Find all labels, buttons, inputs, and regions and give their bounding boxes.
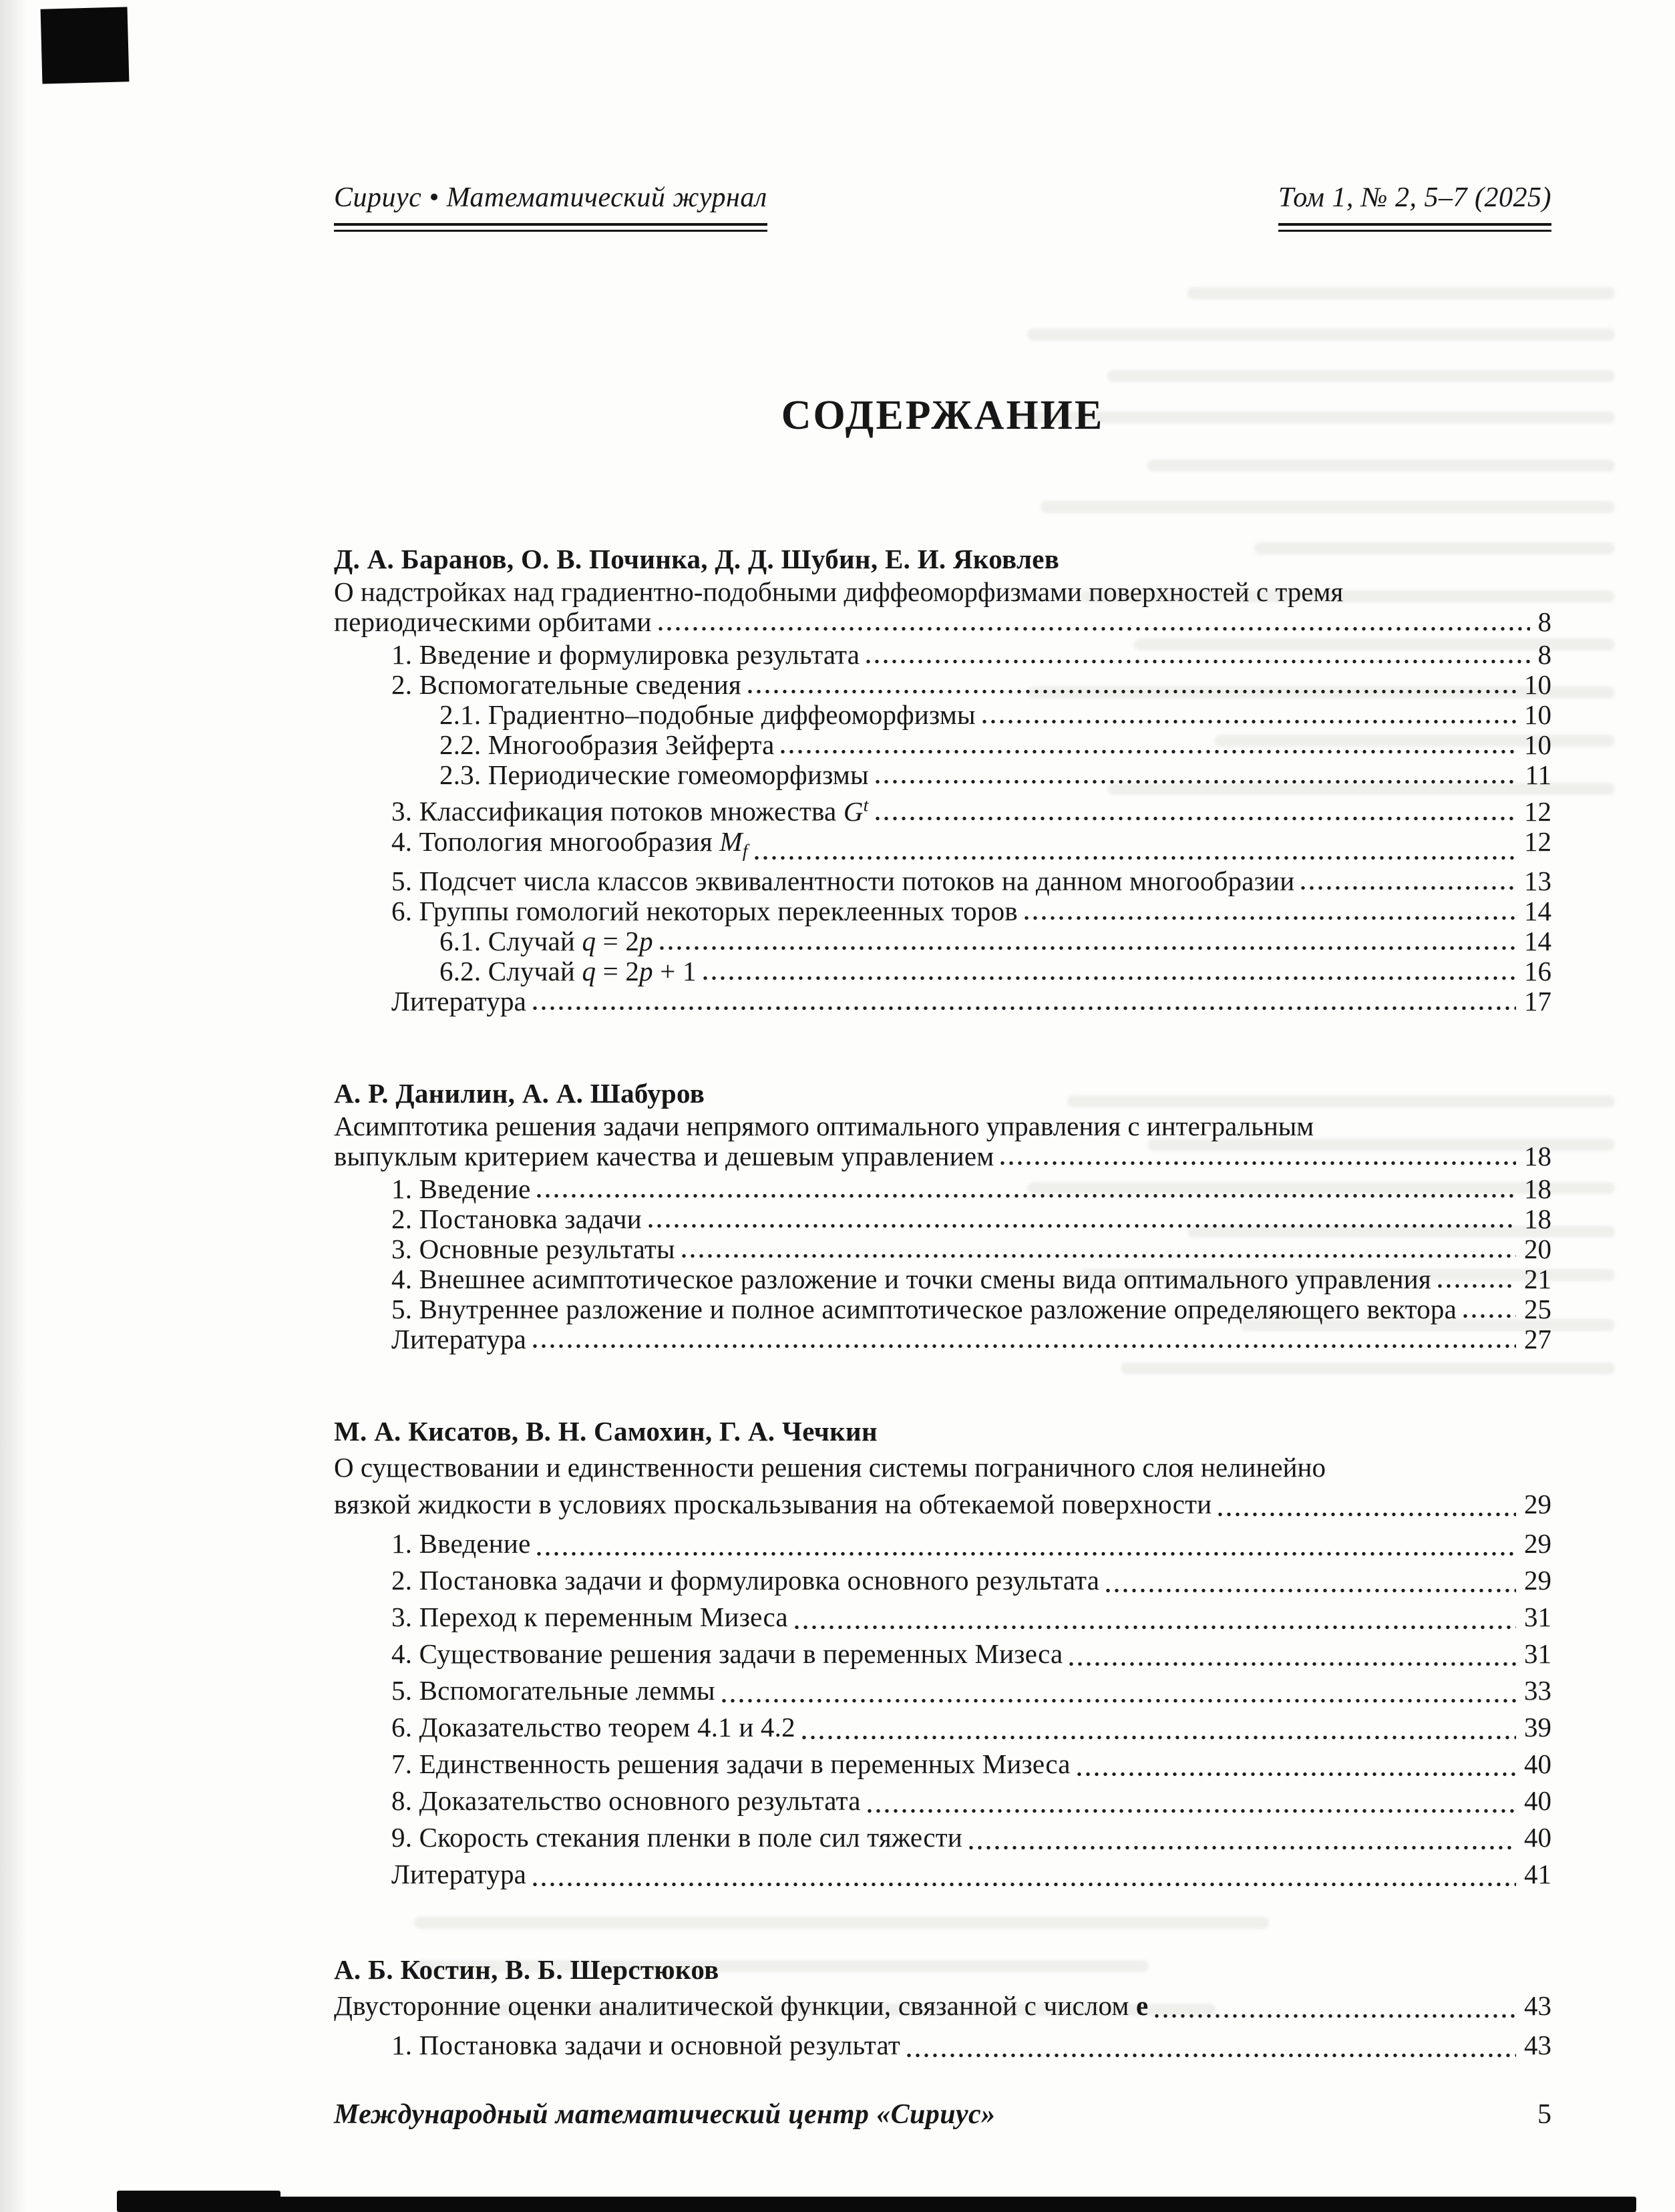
article-title-line: Асимптотика решения задачи непрямого оптимального управления с интегральным <box>334 1110 1314 1141</box>
page-content <box>334 0 1551 2064</box>
page-number: 43 <box>1524 2029 1551 2060</box>
toc-section-row <box>334 1856 1551 1893</box>
entry-text: 3. Классификация потоков множества $G^t$ <box>391 795 869 827</box>
entry-text: 6. Группы гомологий некоторых переклеенных торов <box>391 895 1018 926</box>
dot-leader <box>868 1783 1516 1819</box>
dot-leader <box>781 730 1516 760</box>
toc-section-row <box>334 896 1551 926</box>
page-number: 10 <box>1524 669 1551 700</box>
toc-section-row <box>334 760 1551 790</box>
toc-section-row <box>334 827 1551 866</box>
entry-text: 2. Вспомогательные сведения <box>391 669 741 700</box>
entry-text: вязкой жидкости в условиях проскальзывания на обтекаемой поверхности <box>334 1488 1212 1519</box>
dot-leader <box>682 1234 1516 1264</box>
toc-section-row <box>334 1746 1551 1783</box>
page-number: 10 <box>1524 729 1551 760</box>
dot-leader <box>1301 866 1516 896</box>
article-sections <box>334 1525 1551 1893</box>
toc-section-row <box>334 700 1551 730</box>
entry-text: 5. Внутреннее разложение и полное асимптотическое разложение определяющего вектора <box>391 1293 1457 1324</box>
toc-section-row <box>334 1264 1551 1294</box>
toc-section-row <box>334 790 1551 827</box>
article-authors: А. Б. Костин, В. Б. Шерстюков <box>334 1954 719 1985</box>
page-number: 33 <box>1524 1674 1551 1706</box>
dot-leader <box>533 986 1516 1017</box>
folio-page-number: 5 <box>1537 2099 1551 2130</box>
toc-section-row <box>334 866 1551 896</box>
page-number: 17 <box>1524 985 1551 1017</box>
toc-title: СОДЕРЖАНИЕ <box>781 393 1105 438</box>
page-number: 27 <box>1524 1323 1551 1354</box>
page-number: 13 <box>1524 865 1551 896</box>
article-title-line: О существовании и единственности решения системы пограничного слоя нелинейно <box>334 1451 1326 1483</box>
toc-section-row <box>334 986 1551 1017</box>
toc-section-row <box>334 926 1551 956</box>
page-number: 8 <box>1537 606 1551 637</box>
page-number: 40 <box>1524 1748 1551 1779</box>
dot-leader <box>795 1599 1516 1636</box>
scan-artifact-bottom-left <box>117 2191 281 2212</box>
toc-section-row <box>334 1324 1551 1354</box>
entry-text: Двусторонние оценки аналитической функции, связанной с числом e <box>334 1990 1149 2021</box>
toc-section-row <box>334 1562 1551 1599</box>
page-number: 43 <box>1524 1990 1551 2021</box>
toc-section-row <box>334 670 1551 700</box>
toc-section-row <box>334 1525 1551 1562</box>
page-footer <box>334 2098 1551 2131</box>
toc-section-row <box>334 1636 1551 1672</box>
article-title-row <box>334 1486 1551 1523</box>
entry-text: 3. Переход к переменным Мизеса <box>391 1601 788 1632</box>
toc-section-row <box>334 730 1551 760</box>
article-title-row <box>334 607 1551 637</box>
entry-text: Литература <box>391 1858 527 1889</box>
dot-leader <box>1077 1746 1516 1783</box>
page-number: 14 <box>1524 895 1551 926</box>
entry-text: 1. Введение <box>391 1527 531 1559</box>
entry-text: 2. Постановка задачи и формулировка основного результата <box>391 1564 1100 1596</box>
article-title-row <box>334 1141 1551 1171</box>
toc-section-row <box>334 640 1551 670</box>
entry-text: Литература <box>391 985 527 1017</box>
scan-artifact-bottom-bar <box>270 2197 1636 2212</box>
dot-leader <box>660 926 1516 956</box>
page-number: 14 <box>1524 925 1551 956</box>
page-number: 25 <box>1524 1293 1551 1324</box>
page-number: 29 <box>1524 1564 1551 1596</box>
entry-text: 2.1. Градиентно–подобные диффеоморфизмы <box>439 699 976 730</box>
article-authors: А. Р. Данилин, А. А. Шабуров <box>334 1077 705 1109</box>
page-number: 16 <box>1524 955 1551 986</box>
dot-leader <box>1025 896 1516 926</box>
entry-text: 4. Внешнее асимптотическое разложение и точки смены вида оптимального управления <box>391 1263 1431 1294</box>
entry-text: 9. Скорость стекания пленки в поле сил тяжести <box>391 1821 962 1853</box>
page-number: 40 <box>1524 1821 1551 1853</box>
page-number: 12 <box>1524 795 1551 827</box>
dot-leader <box>866 640 1529 670</box>
scan-artifact-top-left <box>41 7 130 83</box>
toc-article <box>334 1077 1551 1354</box>
dot-leader <box>1155 1988 1516 2024</box>
page-number: 18 <box>1524 1140 1551 1171</box>
journal-name: Сириус • Математический журнал <box>334 182 767 213</box>
dot-leader <box>982 700 1516 730</box>
dot-leader <box>537 1525 1516 1562</box>
toc-section-row <box>334 1174 1551 1204</box>
article-sections <box>334 1174 1551 1354</box>
entry-text: 2.3. Периодические гомеоморфизмы <box>439 759 869 790</box>
toc-article <box>334 1415 1551 1893</box>
entry-text: 2. Постановка задачи <box>391 1203 642 1234</box>
article-sections <box>334 2027 1551 2064</box>
page-number: 29 <box>1524 1527 1551 1559</box>
toc-article <box>334 542 1551 1017</box>
page-number: 8 <box>1537 639 1551 670</box>
article-authors: М. А. Кисатов, В. Н. Самохин, Г. А. Чечкин <box>334 1415 878 1447</box>
toc-section-row <box>334 1709 1551 1746</box>
dot-leader <box>907 2027 1516 2064</box>
double-rule-left <box>334 223 767 232</box>
page-number: 41 <box>1524 1858 1551 1889</box>
toc-section-row <box>334 1783 1551 1819</box>
entry-text: 1. Постановка задачи и основной результат <box>391 2029 900 2060</box>
dot-leader <box>1463 1294 1516 1324</box>
dot-leader <box>876 790 1516 827</box>
entry-text: 4. Топология многообразия $M_f$ <box>391 825 748 862</box>
dot-leader <box>1438 1264 1516 1294</box>
page-number: 40 <box>1524 1785 1551 1816</box>
dot-leader <box>876 760 1517 790</box>
journal-name-block <box>334 182 767 232</box>
page-number: 10 <box>1524 699 1551 730</box>
dot-leader <box>748 670 1516 700</box>
entry-text: 5. Вспомогательные леммы <box>391 1674 715 1706</box>
entry-text: 6. Доказательство теорем 4.1 и 4.2 <box>391 1711 795 1742</box>
dot-leader <box>1106 1562 1516 1599</box>
entry-text: 6.2. Случай q = 2p + 1 <box>439 955 697 986</box>
dot-leader <box>533 1324 1516 1354</box>
page-number: 11 <box>1525 759 1551 790</box>
page-number: 39 <box>1524 1711 1551 1742</box>
entry-text: 4. Существование решения задачи в переменных Мизеса <box>391 1638 1063 1669</box>
page-number: 12 <box>1524 825 1551 857</box>
dot-leader <box>1000 1141 1516 1171</box>
toc-section-row <box>334 1294 1551 1324</box>
dot-leader <box>1069 1636 1516 1672</box>
entry-text: периодическими орбитами <box>334 606 652 637</box>
dot-leader <box>659 607 1530 637</box>
entry-text: 2.2. Многообразия Зейферта <box>439 729 775 760</box>
dot-leader <box>969 1819 1516 1856</box>
article-authors: Д. А. Баранов, О. В. Починка, Д. Д. Шубин, Е. И. Яковлев <box>334 544 1060 574</box>
entry-text: Литература <box>391 1323 527 1354</box>
page-number: 18 <box>1524 1173 1551 1204</box>
page-number: 21 <box>1524 1263 1551 1294</box>
entry-text: 5. Подсчет числа классов эквивалентности потоков на данном многообразии <box>391 865 1295 896</box>
dot-leader <box>802 1709 1516 1746</box>
journal-header <box>334 182 1551 232</box>
dot-leader <box>648 1204 1516 1234</box>
toc-section-row <box>334 2027 1551 2064</box>
dot-leader <box>1218 1486 1516 1523</box>
page-number: 31 <box>1524 1601 1551 1632</box>
toc-section-row <box>334 1819 1551 1856</box>
toc-section-row <box>334 956 1551 986</box>
entry-text: 6.1. Случай q = 2p <box>439 925 653 956</box>
scan-edge-shadow <box>0 0 28 2212</box>
math-center-name: Международный математический центр «Сириус» <box>334 2099 996 2130</box>
issue-info: Том 1, № 2, 5–7 (2025) <box>1278 182 1551 213</box>
article-title-line: О надстройках над градиентно-подобными диффеоморфизмами поверхностей с тремя <box>334 576 1344 607</box>
dot-leader <box>703 956 1516 986</box>
entry-text: 7. Единственность решения задачи в переменных Мизеса <box>391 1748 1071 1779</box>
entry-text: 3. Основные результаты <box>391 1233 675 1264</box>
toc-article <box>334 1953 1551 2064</box>
page-number: 20 <box>1524 1233 1551 1264</box>
entry-text: 8. Доказательство основного результата <box>391 1785 861 1816</box>
dot-leader <box>533 1856 1516 1893</box>
entry-text: 1. Введение и формулировка результата <box>391 639 860 670</box>
page-number: 18 <box>1524 1203 1551 1234</box>
dot-leader <box>722 1672 1516 1709</box>
article-title-row <box>334 1988 1551 2024</box>
toc-section-row <box>334 1204 1551 1234</box>
page-number: 31 <box>1524 1638 1551 1669</box>
toc-articles <box>334 542 1551 2064</box>
toc-section-row <box>334 1234 1551 1264</box>
entry-text: 1. Введение <box>391 1173 531 1204</box>
article-sections <box>334 640 1551 1017</box>
double-rule-right <box>1278 223 1551 232</box>
toc-section-row <box>334 1599 1551 1636</box>
page-number: 29 <box>1524 1488 1551 1519</box>
dot-leader <box>537 1174 1516 1204</box>
issue-info-block <box>1278 182 1551 232</box>
entry-text: выпуклым критерием качества и дешевым управлением <box>334 1140 994 1171</box>
toc-section-row <box>334 1672 1551 1709</box>
dot-leader <box>755 827 1516 866</box>
